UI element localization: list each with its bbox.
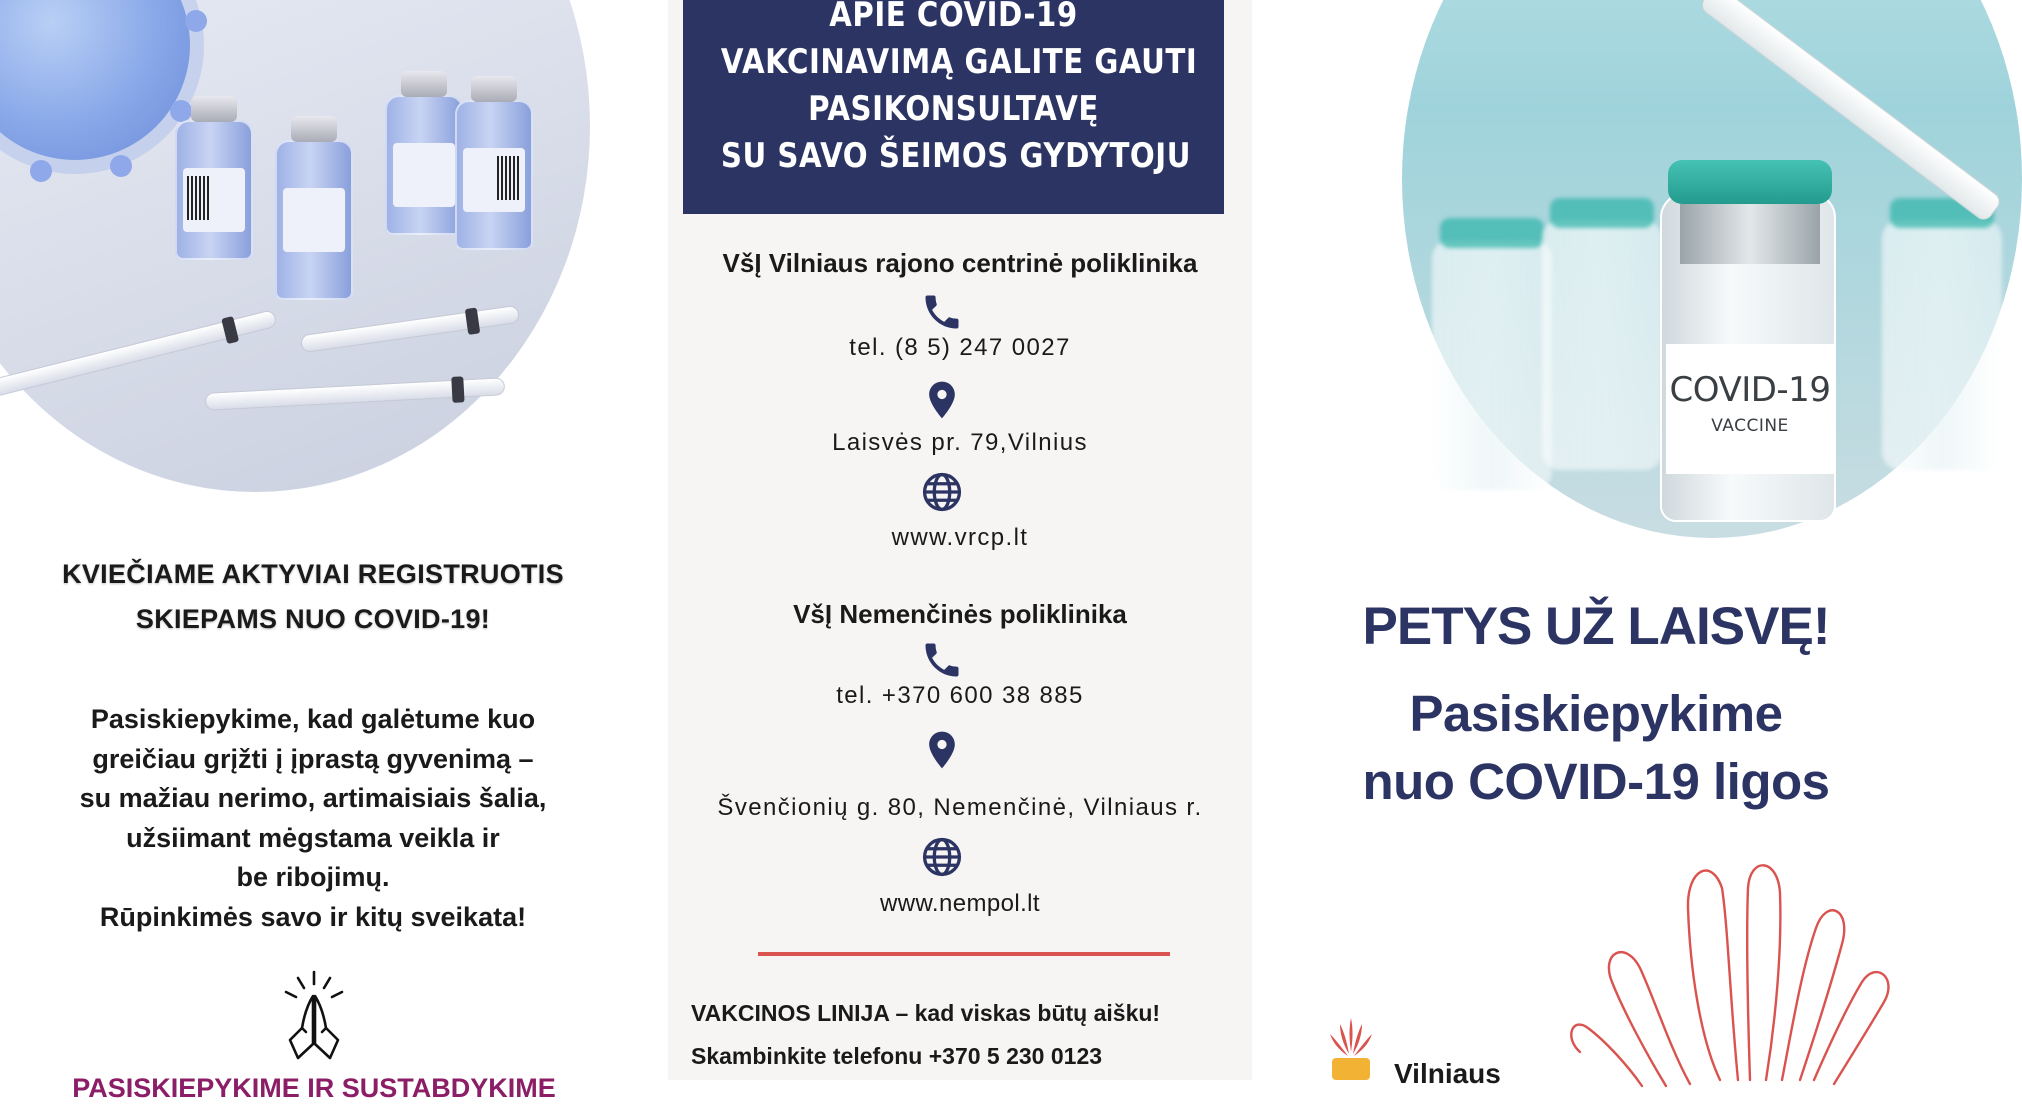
phone-icon [920, 638, 964, 682]
left-panel [0, 0, 668, 1103]
covid-vaccine-vial [1660, 192, 1836, 522]
vial-label-main: COVID-19 [1669, 370, 1831, 410]
banner-line: VAKCINAVIMĄ GALITE GAUTI [720, 42, 1198, 82]
background-vial [1542, 220, 1662, 470]
clinic-name: VšĮ Vilniaus rajono centrinė poliklinika [722, 248, 1198, 278]
body-line: greičiau grįžti į įprastą gyvenimą – [92, 743, 534, 774]
banner-line: APIE COVID-19 [829, 0, 1078, 35]
footer-slogan: PASISKIEPYKIME IR SUSTABDYKIME [72, 1073, 556, 1103]
virus-spike [170, 100, 192, 122]
clinic-address: Švenčionių g. 80, Nemenčinė, Vilniaus r. [717, 794, 1203, 821]
body-line: be ribojimų. [236, 862, 390, 892]
banner-line: PASIKONSULTAVĘ [808, 89, 1099, 129]
body-line: Rūpinkimės savo ir kitų sveikata! [99, 901, 527, 932]
body-line: užsiimant mėgstama veikla ir [126, 822, 500, 853]
motivation-text [20, 700, 606, 937]
covid-vaccine-photo [1402, 0, 2022, 538]
virus-illustration [0, 0, 190, 160]
subslogan-line: nuo COVID-19 ligos [1362, 753, 1830, 810]
location-pin-icon [920, 728, 964, 772]
background-vial [1432, 240, 1552, 490]
praying-hands-icon [280, 970, 348, 1062]
vaccine-line-heading: VAKCINOS LINIJA – kad viskas būtų aišku! [691, 1000, 1161, 1026]
campaign-subslogan [1252, 680, 1940, 816]
syringe [0, 309, 278, 399]
virus-spike [30, 160, 52, 182]
banner-line: SU SAVO ŠEIMOS GYDYTOJU [720, 136, 1191, 176]
contact-panel [668, 0, 1252, 1080]
clinic-phone[interactable]: tel. (8 5) 247 0027 [849, 334, 1071, 361]
right-panel [1252, 0, 1920, 1089]
vial-label-sub: VACCINE [1711, 416, 1789, 436]
syringe [300, 305, 520, 353]
clinic-website[interactable]: www.nempol.lt [880, 890, 1040, 917]
globe-icon [920, 835, 964, 879]
vaccine-vial [385, 95, 463, 235]
subslogan-line: Pasiskiepykime [1409, 685, 1783, 742]
vaccine-vials-photo [0, 0, 590, 492]
consultation-banner [683, 0, 1224, 214]
body-line: su mažiau nerimo, artimaisiais šalia, [79, 783, 547, 813]
clinic-website[interactable]: www.vrcp.lt [891, 524, 1029, 551]
vaccine-line-phone[interactable]: Skambinkite telefonu +370 5 230 0123 [691, 1043, 1103, 1069]
section-divider [758, 952, 1170, 956]
virus-spike [185, 10, 207, 32]
clinic-name: VšĮ Nemenčinės poliklinika [793, 599, 1127, 629]
location-pin-icon [920, 378, 964, 422]
clinic-phone[interactable]: tel. +370 600 38 885 [836, 682, 1084, 709]
registration-heading [20, 552, 606, 642]
syringe [205, 377, 506, 411]
logo-text: Vilniaus [1394, 1058, 1501, 1089]
campaign-slogan: PETYS UŽ LAISVĘ! [1362, 597, 1830, 656]
hand-outline-icon [1570, 848, 1900, 1088]
heading-line: KVIEČIAME AKTYVIAI REGISTRUOTIS [62, 559, 564, 589]
vaccine-vial [455, 100, 533, 250]
body-line: Pasiskiepykime, kad galėtume kuo [90, 704, 536, 734]
background-vial [1882, 220, 2002, 470]
vaccine-vial [275, 140, 353, 300]
globe-icon [920, 470, 964, 514]
logo-flame-icon [1322, 1012, 1380, 1080]
phone-icon [920, 290, 964, 334]
virus-spike [110, 155, 132, 177]
vaccine-vial [175, 120, 253, 260]
heading-line: SKIEPAMS NUO COVID-19! [135, 604, 491, 634]
clinic-address: Laisvės pr. 79,Vilnius [832, 429, 1088, 456]
